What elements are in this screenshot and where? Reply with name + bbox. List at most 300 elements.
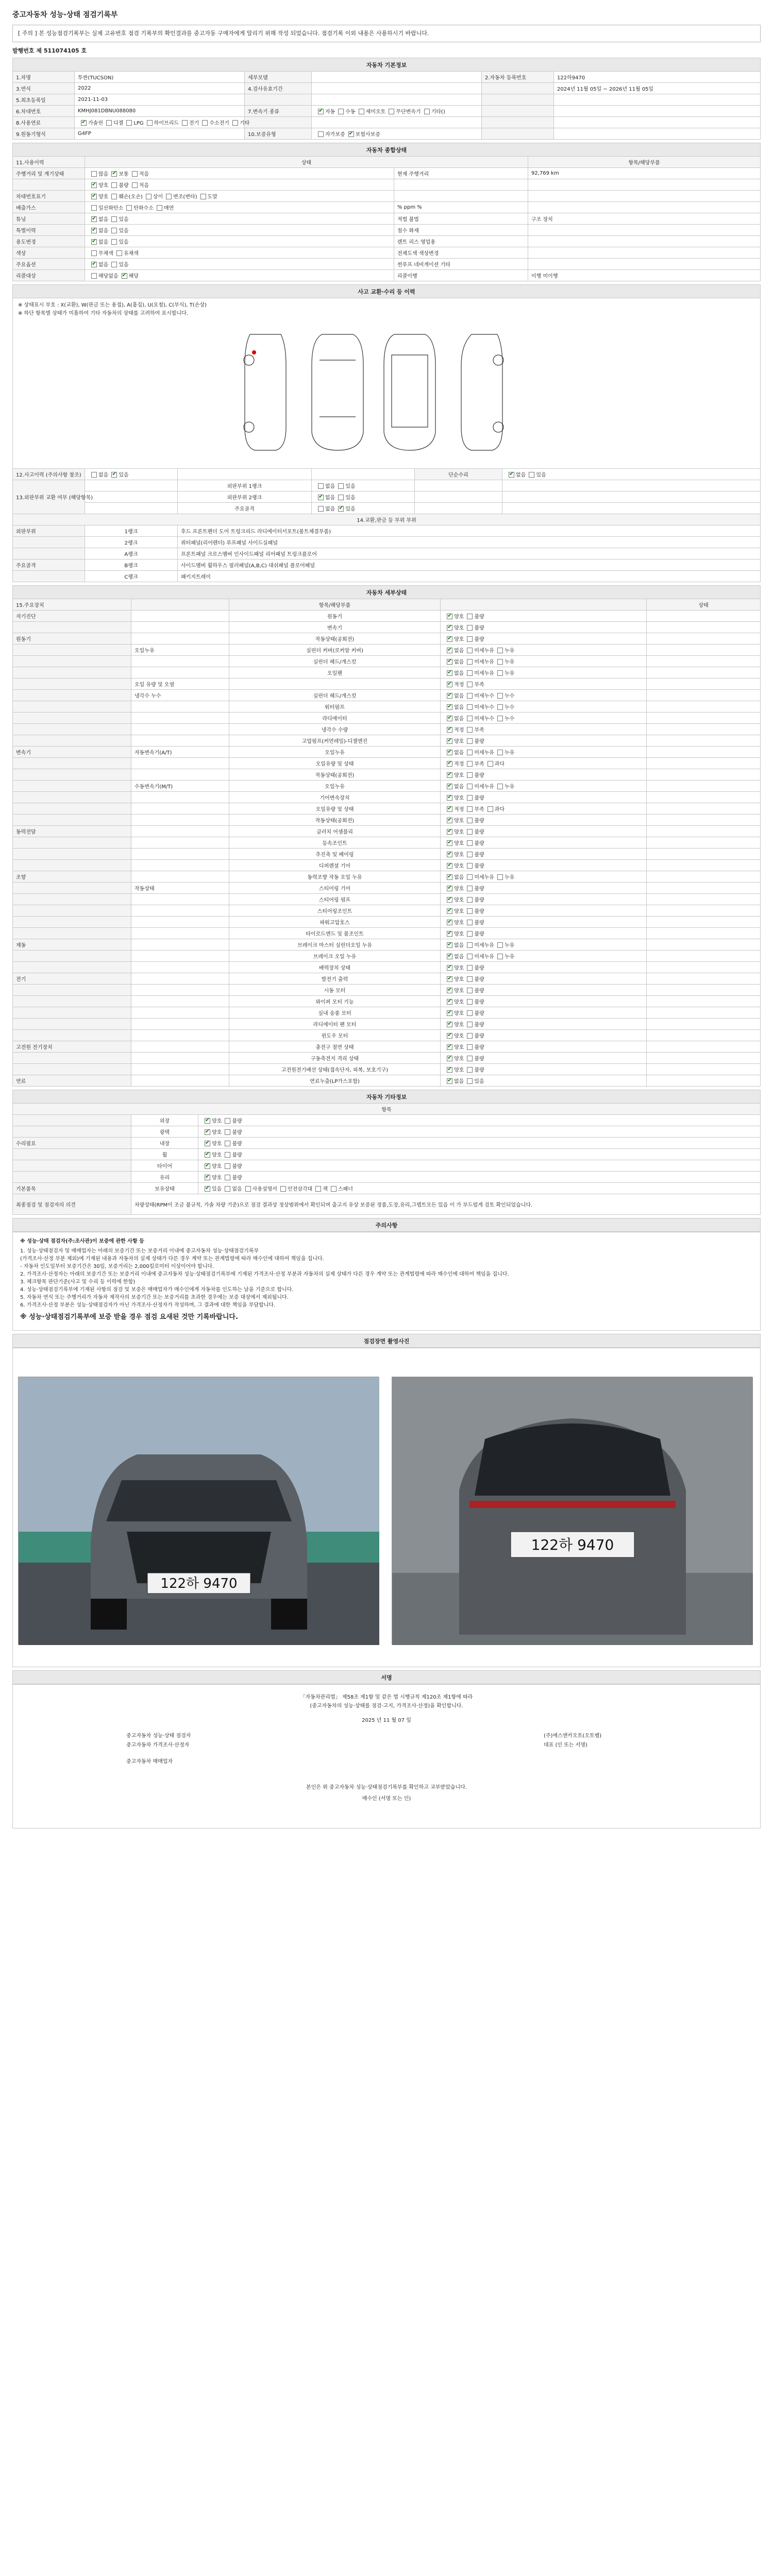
checkbox[interactable] xyxy=(200,194,206,199)
checkbox[interactable] xyxy=(467,829,473,835)
detail-status[interactable]: ✔ 양호 불량 xyxy=(441,928,647,939)
checkbox[interactable] xyxy=(245,1186,251,1192)
checkbox-label: 훼손(오손) xyxy=(119,194,143,200)
checkbox[interactable] xyxy=(225,1141,230,1146)
general-options[interactable] xyxy=(85,236,394,247)
checkbox[interactable] xyxy=(447,954,452,959)
detail-extra xyxy=(647,985,761,996)
detail-item: 오일유량 및 상태 xyxy=(229,758,441,769)
checkbox[interactable] xyxy=(467,648,473,653)
checkbox[interactable] xyxy=(447,716,452,721)
checkbox[interactable] xyxy=(447,1033,452,1039)
checkbox[interactable] xyxy=(280,1186,286,1192)
checkbox[interactable] xyxy=(447,1067,452,1073)
detail-status[interactable]: ✔ 양호 불량 xyxy=(441,860,647,871)
detail-status[interactable]: ✔ 양호 불량 xyxy=(441,985,647,996)
checkbox[interactable] xyxy=(111,262,117,267)
checkbox[interactable] xyxy=(147,120,153,126)
checkbox[interactable] xyxy=(202,120,208,126)
checkbox[interactable] xyxy=(447,693,452,699)
other-row xyxy=(13,1126,761,1138)
checkbox[interactable] xyxy=(467,897,473,903)
detail-status[interactable]: ✔ 양호 불량 xyxy=(441,917,647,928)
checkbox[interactable] xyxy=(467,625,473,631)
checkbox[interactable] xyxy=(467,693,473,699)
checkbox[interactable] xyxy=(447,908,452,914)
checkbox[interactable] xyxy=(447,852,452,857)
detail-row xyxy=(13,1053,761,1064)
other-status[interactable]: ✔ 양호 불량 xyxy=(198,1115,761,1126)
checkbox[interactable] xyxy=(91,472,97,478)
checkbox[interactable] xyxy=(116,250,122,256)
general-options[interactable] xyxy=(85,179,394,191)
checkbox[interactable] xyxy=(497,670,503,676)
checkbox[interactable] xyxy=(467,727,473,733)
checkbox[interactable] xyxy=(91,273,97,279)
detail-status[interactable]: ✔ 적정 부족 xyxy=(441,724,647,735)
checkbox[interactable] xyxy=(447,1010,452,1016)
checkbox[interactable] xyxy=(488,806,493,812)
detail-status[interactable]: ✔ 적정 부족 과다 xyxy=(441,758,647,769)
detail-group xyxy=(131,871,229,883)
detail-status[interactable]: ✔ 없음 미세누유 누유 xyxy=(441,939,647,951)
detail-extra xyxy=(647,1019,761,1030)
checkbox[interactable] xyxy=(467,999,473,1005)
rank-items: 후드 프론트펜더 도어 트렁크리드 라디에이터서포트(볼트체결부품) xyxy=(178,526,761,537)
front-plate-text: 122하 9470 xyxy=(160,1576,238,1591)
checkbox[interactable] xyxy=(467,954,473,959)
checkbox[interactable] xyxy=(467,704,473,710)
checkbox[interactable] xyxy=(467,1056,473,1061)
checkbox[interactable] xyxy=(447,795,452,801)
checkbox[interactable] xyxy=(447,931,452,937)
checkbox[interactable] xyxy=(315,1186,321,1192)
checkbox[interactable] xyxy=(447,886,452,891)
detail-group xyxy=(131,724,229,735)
checkbox[interactable] xyxy=(467,920,473,925)
detail-status[interactable]: ✔ 양호 불량 xyxy=(441,633,647,645)
detail-group xyxy=(131,917,229,928)
general-options[interactable] xyxy=(85,168,394,179)
detail-status[interactable]: ✔ 없음 미세누유 누유 xyxy=(441,656,647,667)
checkbox[interactable] xyxy=(467,908,473,914)
checkbox[interactable] xyxy=(447,818,452,823)
detail-status[interactable]: ✔ 양호 불량 xyxy=(441,1019,647,1030)
detail-status[interactable]: ✔ 양호 불량 xyxy=(441,769,647,781)
simple-repair-options[interactable] xyxy=(502,469,761,480)
checkbox[interactable] xyxy=(467,1010,473,1016)
general-row xyxy=(13,236,761,247)
checkbox[interactable] xyxy=(497,784,503,789)
detail-status[interactable]: ✔ 없음 있음 xyxy=(441,1075,647,1087)
checkbox[interactable] xyxy=(497,954,503,959)
detail-device xyxy=(13,690,131,701)
checkbox-label: 수소전기 xyxy=(209,121,229,126)
checkbox[interactable] xyxy=(467,806,473,812)
basic-value2[interactable] xyxy=(312,128,482,140)
detail-status[interactable]: ✔ 적정 부족 xyxy=(441,679,647,690)
checkbox[interactable] xyxy=(225,1186,230,1192)
checkbox[interactable] xyxy=(467,1044,473,1050)
detail-group xyxy=(131,735,229,747)
checkbox[interactable] xyxy=(111,171,117,177)
general-options[interactable] xyxy=(85,213,394,225)
checkbox[interactable] xyxy=(447,1022,452,1027)
checkbox[interactable] xyxy=(91,171,97,177)
checkbox[interactable] xyxy=(447,648,452,653)
checkbox[interactable] xyxy=(91,216,97,222)
checkbox[interactable] xyxy=(91,239,97,245)
detail-status[interactable]: ✔ 양호 불량 xyxy=(441,1007,647,1019)
checkbox[interactable] xyxy=(497,716,503,721)
checkbox[interactable] xyxy=(447,682,452,687)
checkbox[interactable] xyxy=(467,795,473,801)
checkbox[interactable] xyxy=(157,205,162,211)
general-value: 구조 장치 xyxy=(528,213,761,225)
checkbox[interactable] xyxy=(318,109,324,114)
checkbox-label: 적음 xyxy=(139,172,149,177)
checkbox[interactable] xyxy=(467,636,473,642)
detail-status[interactable]: ✔ 없음 미세누유 누유 xyxy=(441,871,647,883)
checkbox[interactable] xyxy=(447,625,452,631)
checkbox[interactable] xyxy=(497,648,503,653)
checkbox[interactable] xyxy=(467,1078,473,1084)
basic-row xyxy=(13,94,761,106)
detail-item: 변속기 xyxy=(229,622,441,633)
detail-status[interactable]: ✔ 없음 미세누수 누수 xyxy=(441,701,647,713)
checkbox[interactable] xyxy=(467,840,473,846)
checkbox[interactable] xyxy=(447,976,452,982)
checkbox[interactable] xyxy=(205,1186,210,1192)
detail-device xyxy=(13,951,131,962)
other-status[interactable]: ✔ 양호 불량 xyxy=(198,1126,761,1138)
checkbox[interactable] xyxy=(467,761,473,767)
checkbox[interactable] xyxy=(232,120,238,126)
checkbox[interactable] xyxy=(467,976,473,982)
detail-status[interactable]: ✔ 양호 불량 xyxy=(441,1064,647,1075)
detail-status[interactable]: ✔ 양호 불량 xyxy=(441,996,647,1007)
checkbox[interactable] xyxy=(467,659,473,665)
checkbox-label: 많음 xyxy=(98,172,109,177)
checkbox[interactable] xyxy=(182,120,188,126)
checkbox[interactable] xyxy=(447,999,452,1005)
detail-row xyxy=(13,633,761,645)
checkbox[interactable] xyxy=(132,171,138,177)
checkbox[interactable] xyxy=(467,931,473,937)
detail-extra xyxy=(647,1030,761,1041)
detail-status[interactable]: ✔ 적정 부족 과다 xyxy=(441,803,647,815)
checkbox[interactable] xyxy=(225,1163,230,1169)
checkbox[interactable] xyxy=(447,1078,452,1084)
checkbox[interactable] xyxy=(447,863,452,869)
general-value xyxy=(528,225,761,236)
checkbox[interactable] xyxy=(467,738,473,744)
detail-group xyxy=(131,656,229,667)
checkbox[interactable] xyxy=(111,228,117,233)
detail-status[interactable]: ✔ 양호 불량 xyxy=(441,894,647,905)
other-table xyxy=(12,1090,761,1215)
detail-extra xyxy=(647,667,761,679)
detail-status[interactable]: ✔ 없음 미세누수 누수 xyxy=(441,690,647,701)
checkbox[interactable] xyxy=(447,897,452,903)
other-status[interactable]: ✔ 양호 불량 xyxy=(198,1138,761,1149)
checkbox[interactable] xyxy=(205,1118,210,1124)
checkbox[interactable] xyxy=(359,109,364,114)
detail-status[interactable]: ✔ 양호 불량 xyxy=(441,837,647,849)
checkbox[interactable] xyxy=(225,1129,230,1135)
detail-row xyxy=(13,894,761,905)
checkbox[interactable] xyxy=(447,942,452,948)
checkbox[interactable] xyxy=(91,205,97,211)
general-options[interactable] xyxy=(85,191,394,202)
checkbox[interactable] xyxy=(111,472,117,478)
detail-status[interactable]: ✔ 양호 불량 xyxy=(441,735,647,747)
checkbox-label: 탄화수소 xyxy=(133,206,154,211)
checkbox[interactable] xyxy=(497,874,503,880)
rank-group xyxy=(13,548,85,560)
checkbox[interactable] xyxy=(447,727,452,733)
checkbox[interactable] xyxy=(447,704,452,710)
detail-device xyxy=(13,769,131,781)
checkbox[interactable] xyxy=(447,1044,452,1050)
general-note: 리콜이행 xyxy=(394,270,528,281)
detail-item: 시동 모터 xyxy=(229,985,441,996)
checkbox[interactable] xyxy=(447,840,452,846)
checkbox[interactable] xyxy=(467,818,473,823)
checkbox[interactable] xyxy=(509,472,514,478)
checkbox[interactable] xyxy=(106,120,112,126)
detail-device xyxy=(13,883,131,894)
checkbox[interactable] xyxy=(467,852,473,857)
checkbox[interactable] xyxy=(497,750,503,755)
detail-item: 연료누출(LP가스포함) xyxy=(229,1075,441,1087)
doc-number: 발행번호 제 511074105 호 xyxy=(12,47,87,54)
checkbox[interactable] xyxy=(467,784,473,789)
detail-status[interactable]: ✔ 없음 미세누수 누수 xyxy=(441,713,647,724)
checkbox[interactable] xyxy=(467,716,473,721)
checkbox[interactable] xyxy=(424,109,430,114)
detail-device xyxy=(13,622,131,633)
detail-row xyxy=(13,985,761,996)
checkbox[interactable] xyxy=(111,194,117,199)
checkbox[interactable] xyxy=(225,1118,230,1124)
legend-line-1: ※ 상태표시 부호 : X(교환), W(판금 또는 용접), A(흠집), U(요철), C(부식), T(손상) xyxy=(18,302,207,308)
detail-status[interactable]: ✔ 양호 불량 xyxy=(441,622,647,633)
detail-status[interactable]: ✔ 없음 미세누유 누유 xyxy=(441,747,647,758)
checkbox[interactable] xyxy=(447,784,452,789)
general-options[interactable] xyxy=(85,259,394,270)
checkbox[interactable] xyxy=(146,194,152,199)
basic-row xyxy=(13,106,761,117)
detail-device: 전기 xyxy=(13,973,131,985)
basic-value2 xyxy=(312,83,482,94)
checkbox[interactable] xyxy=(225,1175,230,1180)
checkbox[interactable] xyxy=(205,1129,210,1135)
checkbox[interactable] xyxy=(331,1186,337,1192)
checkbox[interactable] xyxy=(447,874,452,880)
other-row xyxy=(13,1183,761,1194)
other-group xyxy=(13,1126,131,1138)
checkbox[interactable] xyxy=(126,205,132,211)
checkbox[interactable] xyxy=(132,182,138,188)
checkbox[interactable] xyxy=(81,120,87,126)
checkbox[interactable] xyxy=(467,874,473,880)
checkbox[interactable] xyxy=(91,262,97,267)
detail-device xyxy=(13,985,131,996)
checkbox[interactable] xyxy=(91,182,97,188)
general-options[interactable] xyxy=(85,202,394,213)
general-key: 주요옵션 xyxy=(13,259,85,270)
checkbox[interactable] xyxy=(205,1152,210,1158)
detail-status[interactable]: ✔ 양호 불량 xyxy=(441,905,647,917)
basic-row xyxy=(13,128,761,140)
checkbox[interactable] xyxy=(488,761,493,767)
detail-item: 실내 송풍 모터 xyxy=(229,1007,441,1019)
detail-status[interactable]: ✔ 양호 불량 xyxy=(441,826,647,837)
detail-status[interactable]: ✔ 양호 불량 xyxy=(441,962,647,973)
checkbox[interactable] xyxy=(447,988,452,993)
checkbox[interactable] xyxy=(467,670,473,676)
detail-item: 원동기 xyxy=(229,611,441,622)
detail-status[interactable]: ✔ 양호 불량 xyxy=(441,883,647,894)
ext-rank2: 외판부위 2랭크 xyxy=(178,492,312,503)
checkbox[interactable] xyxy=(447,636,452,642)
basic-key3 xyxy=(482,128,554,140)
basic-value2[interactable] xyxy=(312,106,482,117)
basic-value[interactable] xyxy=(75,117,250,128)
notes-title: ※ 성능·상태 점검자(주:조사관)이 보증에 관한 사항 등 xyxy=(20,1239,144,1244)
checkbox[interactable] xyxy=(338,109,344,114)
detail-device xyxy=(13,735,131,747)
checkbox[interactable] xyxy=(91,250,97,256)
checkbox-label: 세미오토 xyxy=(365,109,386,115)
checkbox[interactable] xyxy=(447,750,452,755)
detail-item: 고압펌프(커먼레일)-디젤엔진 xyxy=(229,735,441,747)
checkbox[interactable] xyxy=(497,704,503,710)
general-options[interactable] xyxy=(85,270,394,281)
checkbox[interactable] xyxy=(91,228,97,233)
checkbox-label: 기타() xyxy=(431,109,445,115)
checkbox[interactable] xyxy=(205,1163,210,1169)
detail-status[interactable]: ✔ 양호 불량 xyxy=(441,792,647,803)
checkbox[interactable] xyxy=(122,273,127,279)
checkbox[interactable] xyxy=(529,472,534,478)
checkbox[interactable] xyxy=(467,988,473,993)
checkbox[interactable] xyxy=(467,942,473,948)
checkbox[interactable] xyxy=(447,1056,452,1061)
checkbox[interactable] xyxy=(467,772,473,778)
checkbox[interactable] xyxy=(166,194,172,199)
general-row xyxy=(13,168,761,179)
checkbox[interactable] xyxy=(497,693,503,699)
note-line: 3. 체크항목 판단기준(사고 및 수리 등 이력에 한함) xyxy=(20,1279,136,1285)
other-row xyxy=(13,1172,761,1183)
detail-item: 실린더 헤드/개스킷 xyxy=(229,690,441,701)
detail-status[interactable]: ✔ 없음 미세누유 누유 xyxy=(441,667,647,679)
checkbox[interactable] xyxy=(467,1033,473,1039)
checkbox[interactable] xyxy=(467,863,473,869)
checkbox-label: 없음 xyxy=(98,228,109,234)
checkbox[interactable] xyxy=(348,131,354,137)
detail-row xyxy=(13,645,761,656)
checkbox[interactable] xyxy=(467,750,473,755)
detail-status[interactable]: ✔ 없음 미세누유 누유 xyxy=(441,645,647,656)
checkbox[interactable] xyxy=(447,829,452,835)
detail-status[interactable]: ✔ 양호 불량 xyxy=(441,973,647,985)
checkbox-label: 도말 xyxy=(207,194,217,200)
checkbox[interactable] xyxy=(467,965,473,971)
other-status[interactable]: ✔ 있음 없음 사용설명서 안전삼각대 잭 스패너 xyxy=(198,1183,761,1194)
checkbox[interactable] xyxy=(467,1067,473,1073)
detail-status[interactable]: ✔ 양호 불량 xyxy=(441,1053,647,1064)
other-status[interactable]: ✔ 양호 불량 xyxy=(198,1172,761,1183)
checkbox[interactable] xyxy=(467,682,473,687)
detail-group xyxy=(131,803,229,815)
checkbox[interactable] xyxy=(447,761,452,767)
other-item: 유리 xyxy=(131,1172,198,1183)
detail-group xyxy=(131,826,229,837)
detail-device: 조향 xyxy=(13,871,131,883)
checkbox[interactable] xyxy=(126,120,132,126)
checkbox[interactable] xyxy=(447,772,452,778)
checkbox[interactable] xyxy=(447,806,452,812)
checkbox[interactable] xyxy=(497,942,503,948)
checkbox[interactable] xyxy=(447,920,452,925)
detail-group xyxy=(131,894,229,905)
checkbox[interactable] xyxy=(111,182,117,188)
basic-value3 xyxy=(554,106,761,117)
rank-level: 2랭크 xyxy=(85,537,178,548)
other-status[interactable]: ✔ 양호 불량 xyxy=(198,1149,761,1160)
checkbox[interactable] xyxy=(497,659,503,665)
checkbox[interactable] xyxy=(389,109,394,114)
detail-status[interactable]: ✔ 없음 미세누유 누유 xyxy=(441,781,647,792)
checkbox[interactable] xyxy=(447,659,452,665)
detail-table xyxy=(12,585,761,1087)
detail-group xyxy=(131,849,229,860)
detail-status[interactable]: ✔ 없음 미세누유 누유 xyxy=(441,951,647,962)
detail-group xyxy=(131,667,229,679)
checkbox[interactable] xyxy=(467,614,473,619)
detail-status[interactable]: ✔ 양호 불량 xyxy=(441,849,647,860)
detail-status[interactable]: ✔ 양호 불량 xyxy=(441,815,647,826)
checkbox[interactable] xyxy=(447,965,452,971)
detail-status[interactable]: ✔ 양호 불량 xyxy=(441,1030,647,1041)
checkbox[interactable] xyxy=(225,1152,230,1158)
basic-row xyxy=(13,83,761,94)
checkbox[interactable] xyxy=(111,239,117,245)
checkbox[interactable] xyxy=(447,670,452,676)
accident-options[interactable] xyxy=(85,469,178,480)
checkbox[interactable] xyxy=(318,131,324,137)
checkbox[interactable] xyxy=(447,738,452,744)
checkbox[interactable] xyxy=(447,614,452,619)
checkbox[interactable] xyxy=(467,1022,473,1027)
checkbox[interactable] xyxy=(91,194,97,199)
checkbox[interactable] xyxy=(111,216,117,222)
detail-group xyxy=(131,1030,229,1041)
detail-row xyxy=(13,611,761,622)
checkbox[interactable] xyxy=(205,1175,210,1180)
checkbox[interactable] xyxy=(205,1141,210,1146)
general-options[interactable] xyxy=(85,225,394,236)
detail-status[interactable]: ✔ 양호 불량 xyxy=(441,611,647,622)
detail-device xyxy=(13,781,131,792)
general-options[interactable] xyxy=(85,247,394,259)
other-status[interactable]: ✔ 양호 불량 xyxy=(198,1160,761,1172)
detail-status[interactable]: ✔ 양호 불량 xyxy=(441,1041,647,1053)
checkbox[interactable] xyxy=(467,886,473,891)
